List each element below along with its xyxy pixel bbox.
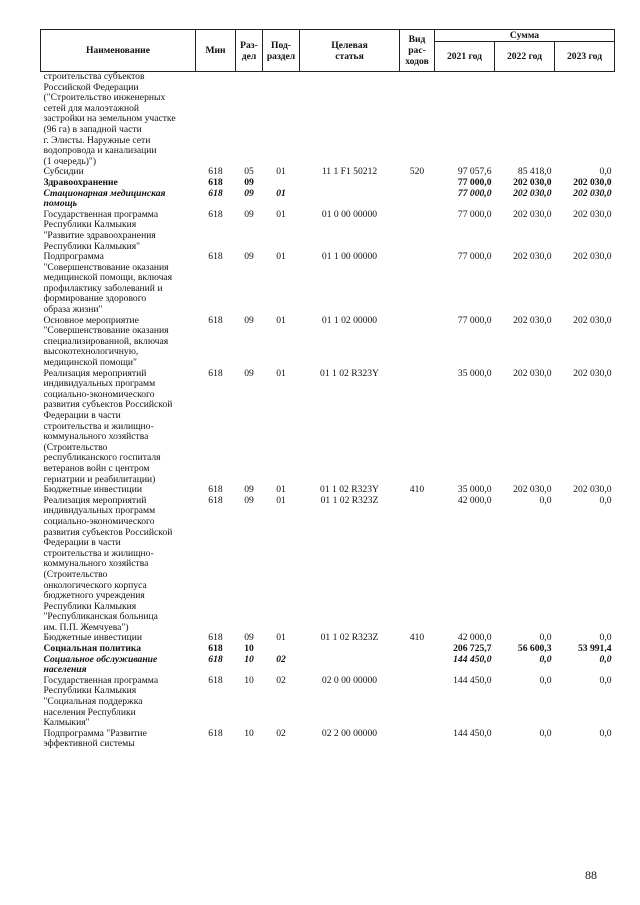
row-expense-type-cell (400, 178, 435, 189)
header-name: Наименование (41, 30, 196, 72)
row-name-cell: Бюджетные инвестиции (43, 632, 142, 644)
row-subsection-cell (263, 178, 300, 189)
row-min-cell (196, 72, 236, 168)
row-target-cell (300, 655, 400, 676)
page-number: 88 (585, 868, 597, 882)
row-expense-type-cell: 410 (409, 484, 425, 496)
table-body (41, 72, 615, 751)
row-name-cell: Социальная политика (43, 643, 142, 655)
row-min-cell: 618 (208, 727, 223, 739)
row-section-cell: 09 (244, 632, 254, 644)
row-2022-cell: 202 030,0 (513, 314, 552, 326)
row-expense-type-cell (400, 729, 435, 750)
row-subsection-cell: 01 (276, 314, 286, 326)
row-target-cell: 11 1 F1 50212 (321, 166, 378, 178)
row-target-cell: 01 1 02 R323Z (320, 494, 379, 506)
row-2021-cell: 42 000,0 (457, 494, 492, 506)
row-expense-type-cell (400, 210, 435, 252)
table-row (41, 676, 615, 729)
table-header (41, 30, 615, 72)
row-section-cell: 09 (244, 176, 254, 188)
table-row (41, 369, 615, 486)
row-target-cell: 01 1 02 R323Z (320, 632, 379, 644)
row-target-cell: 01 1 02 R323Y (320, 367, 379, 379)
row-2022-cell: 202 030,0 (513, 367, 552, 379)
row-2023-cell: 0,0 (599, 653, 612, 665)
row-2022-cell: 202 030,0 (513, 484, 552, 496)
row-name-cell: Здравоохранение (43, 176, 118, 188)
row-name-cell: Социальное обслуживание населения (43, 653, 158, 676)
header-year-2023: 2023 год (555, 42, 615, 72)
table-row (41, 189, 615, 210)
row-2021-cell: 144 450,0 (453, 674, 492, 686)
table-row (41, 178, 615, 189)
row-2023-cell: 202 030,0 (573, 484, 612, 496)
row-2021-cell: 77 000,0 (457, 314, 492, 326)
header-year-2021: 2021 год (435, 42, 495, 72)
row-2021-cell: 144 450,0 (453, 727, 492, 739)
row-section-cell: 10 (244, 727, 254, 739)
row-name-cell: Подпрограмма "Совершенствование оказания медицинской помощи, включая профилактику заболеваний и формирование здорового образа жизни" (43, 251, 173, 316)
row-expense-type-cell (400, 676, 435, 729)
row-2023-cell: 0,0 (599, 632, 612, 644)
row-min-cell: 618 (208, 674, 223, 686)
row-min-cell: 618 (208, 208, 223, 220)
row-2021-cell: 77 000,0 (457, 187, 492, 199)
row-target-cell: 01 0 00 00000 (321, 208, 378, 220)
row-subsection-cell: 01 (276, 166, 286, 178)
table-row (41, 252, 615, 316)
budget-table (40, 29, 615, 750)
row-2023-cell: 0,0 (599, 494, 612, 506)
row-expense-type-cell (400, 189, 435, 210)
row-2022-cell: 56 600,3 (517, 643, 552, 655)
row-name-cell: Бюджетные инвестиции (43, 484, 142, 496)
row-subsection-cell: 02 (276, 727, 286, 739)
table-row (41, 729, 615, 750)
row-2023-cell: 202 030,0 (573, 187, 612, 199)
row-2022-cell: 0,0 (539, 727, 552, 739)
row-name-cell: Государственная программа Республики Калмыкия "Социальная поддержка населения Республики Калмыкия" (43, 674, 159, 729)
row-2022-cell: 202 030,0 (513, 187, 552, 199)
row-name-cell: Основное мероприятие "Совершенствование оказания специализированной, включая высокотехнологичную, медицинской помощи" (43, 314, 169, 369)
row-name-cell: Стационарная медицинская помощь (43, 187, 166, 210)
table-row (41, 72, 615, 168)
row-target-cell: 01 1 02 R323Y (320, 484, 379, 496)
row-2021-cell: 77 000,0 (457, 208, 492, 220)
row-2023-cell: 202 030,0 (573, 176, 612, 188)
header-min: Мин (196, 30, 236, 72)
row-expense-type-cell (400, 316, 435, 369)
row-target-cell (300, 644, 400, 655)
row-section-cell: 10 (244, 653, 254, 665)
row-min-cell: 618 (208, 187, 223, 199)
row-subsection-cell: 02 (276, 674, 286, 686)
row-name-cell: строительства субъектов Российской Федерации ("Строительство инженерных сетей для малоэтажной застройки на земельном участке (96 га) в западной части г. Элисты. Наружные сети водопровода и канализации (1 очередь)") (43, 71, 176, 167)
row-2021-cell: 35 000,0 (457, 367, 492, 379)
table-row (41, 316, 615, 369)
row-subsection-cell: 01 (276, 208, 286, 220)
row-min-cell: 618 (208, 367, 223, 379)
row-subsection-cell (263, 72, 300, 168)
row-2021-cell: 77 000,0 (457, 251, 492, 263)
row-name-cell: Субсидии (43, 166, 84, 178)
row-expense-type-cell (400, 252, 435, 316)
row-section-cell: 10 (244, 643, 254, 655)
row-target-cell: 02 0 00 00000 (321, 674, 378, 686)
budget-table-page (40, 29, 613, 750)
row-target-cell (300, 72, 400, 168)
row-min-cell: 618 (208, 632, 223, 644)
row-subsection-cell: 01 (276, 484, 286, 496)
table-row (41, 210, 615, 252)
row-2021-cell (435, 72, 495, 168)
row-section-cell: 09 (244, 494, 254, 506)
table-row (41, 496, 615, 634)
row-2022-cell: 202 030,0 (513, 176, 552, 188)
row-2021-cell: 144 450,0 (453, 653, 492, 665)
row-name-cell: Реализация мероприятий индивидуальных программ социально-экономического развития субъектов Российской Федерации в части строительства и жилищно- коммунального хозяйства (Строительство онкологического корпуса бюджетного учреждения Республики Калмыкия "Республиканская больница им. П.П. Жемчуева") (43, 494, 173, 633)
row-subsection-cell: 01 (276, 187, 286, 199)
row-expense-type-cell (400, 72, 435, 168)
row-2022-cell: 0,0 (539, 674, 552, 686)
row-2022-cell: 0,0 (539, 632, 552, 644)
row-min-cell: 618 (208, 653, 223, 665)
row-subsection-cell: 01 (276, 632, 286, 644)
row-target-cell (300, 178, 400, 189)
row-subsection-cell: 01 (276, 494, 286, 506)
row-2023-cell: 202 030,0 (573, 251, 612, 263)
row-target-cell: 01 1 02 00000 (321, 314, 378, 326)
header-expense-type: Вид рас- ходов (400, 30, 435, 72)
row-2023-cell: 202 030,0 (573, 314, 612, 326)
row-section-cell: 09 (244, 208, 254, 220)
row-min-cell: 618 (208, 251, 223, 263)
row-min-cell: 618 (208, 494, 223, 506)
row-name-cell: Реализация мероприятий индивидуальных программ социально-экономического развития субъектов Российской Федерации в части строительства и жилищно- коммунального хозяйства (Строительство республиканского госпиталя ветеранов войн с центром гериатрии и реабилитации) (43, 367, 173, 485)
row-target-cell: 01 1 00 00000 (321, 251, 378, 263)
row-min-cell: 618 (208, 643, 223, 655)
row-expense-type-cell (400, 655, 435, 676)
row-section-cell (236, 72, 263, 168)
row-2023-cell: 0,0 (599, 674, 612, 686)
row-2023-cell (555, 72, 615, 168)
row-2021-cell: 206 725,7 (453, 643, 492, 655)
row-expense-type-cell (400, 644, 435, 655)
row-name-cell: Государственная программа Республики Калмыкия "Развитие здравоохранения Республики Калмыкия" (43, 208, 159, 252)
row-2021-cell: 35 000,0 (457, 484, 492, 496)
row-section-cell: 09 (244, 187, 254, 199)
header-target: Целевая статья (300, 30, 400, 72)
header-year-2022: 2022 год (495, 42, 555, 72)
row-expense-type-cell (400, 369, 435, 486)
row-2021-cell: 77 000,0 (457, 176, 492, 188)
row-target-cell: 02 2 00 00000 (321, 727, 378, 739)
row-expense-type-cell: 410 (409, 632, 425, 644)
row-min-cell: 618 (208, 484, 223, 496)
row-2023-cell: 202 030,0 (573, 208, 612, 220)
row-2021-cell: 42 000,0 (457, 632, 492, 644)
row-section-cell: 09 (244, 251, 254, 263)
row-2022-cell: 0,0 (539, 653, 552, 665)
row-subsection-cell: 01 (276, 367, 286, 379)
row-subsection-cell: 01 (276, 251, 286, 263)
header-sum: Сумма (435, 30, 615, 42)
row-target-cell (300, 189, 400, 210)
row-name-cell: Подпрограмма "Развитие эффективной системы (43, 727, 147, 750)
row-section-cell: 10 (244, 674, 254, 686)
row-expense-type-cell: 520 (409, 166, 425, 178)
row-section-cell: 09 (244, 367, 254, 379)
row-2022-cell: 0,0 (539, 494, 552, 506)
header-section: Раз- дел (236, 30, 263, 72)
row-2022-cell: 202 030,0 (513, 251, 552, 263)
row-2023-cell: 0,0 (599, 727, 612, 739)
row-2023-cell: 202 030,0 (573, 367, 612, 379)
row-subsection-cell: 02 (276, 653, 286, 665)
row-2023-cell: 0,0 (599, 166, 612, 178)
row-2022-cell (495, 72, 555, 168)
row-2022-cell: 202 030,0 (513, 208, 552, 220)
row-min-cell: 618 (208, 166, 223, 178)
row-section-cell: 05 (244, 166, 254, 178)
table-row (41, 655, 615, 676)
row-2021-cell: 97 057,6 (457, 166, 492, 178)
row-section-cell: 09 (244, 314, 254, 326)
row-expense-type-cell (400, 496, 435, 634)
row-section-cell: 09 (244, 484, 254, 496)
row-2023-cell: 53 991,4 (577, 643, 612, 655)
row-2022-cell: 85 418,0 (517, 166, 552, 178)
header-subsection: Под- раздел (263, 30, 300, 72)
row-min-cell: 618 (208, 176, 223, 188)
row-min-cell: 618 (208, 314, 223, 326)
